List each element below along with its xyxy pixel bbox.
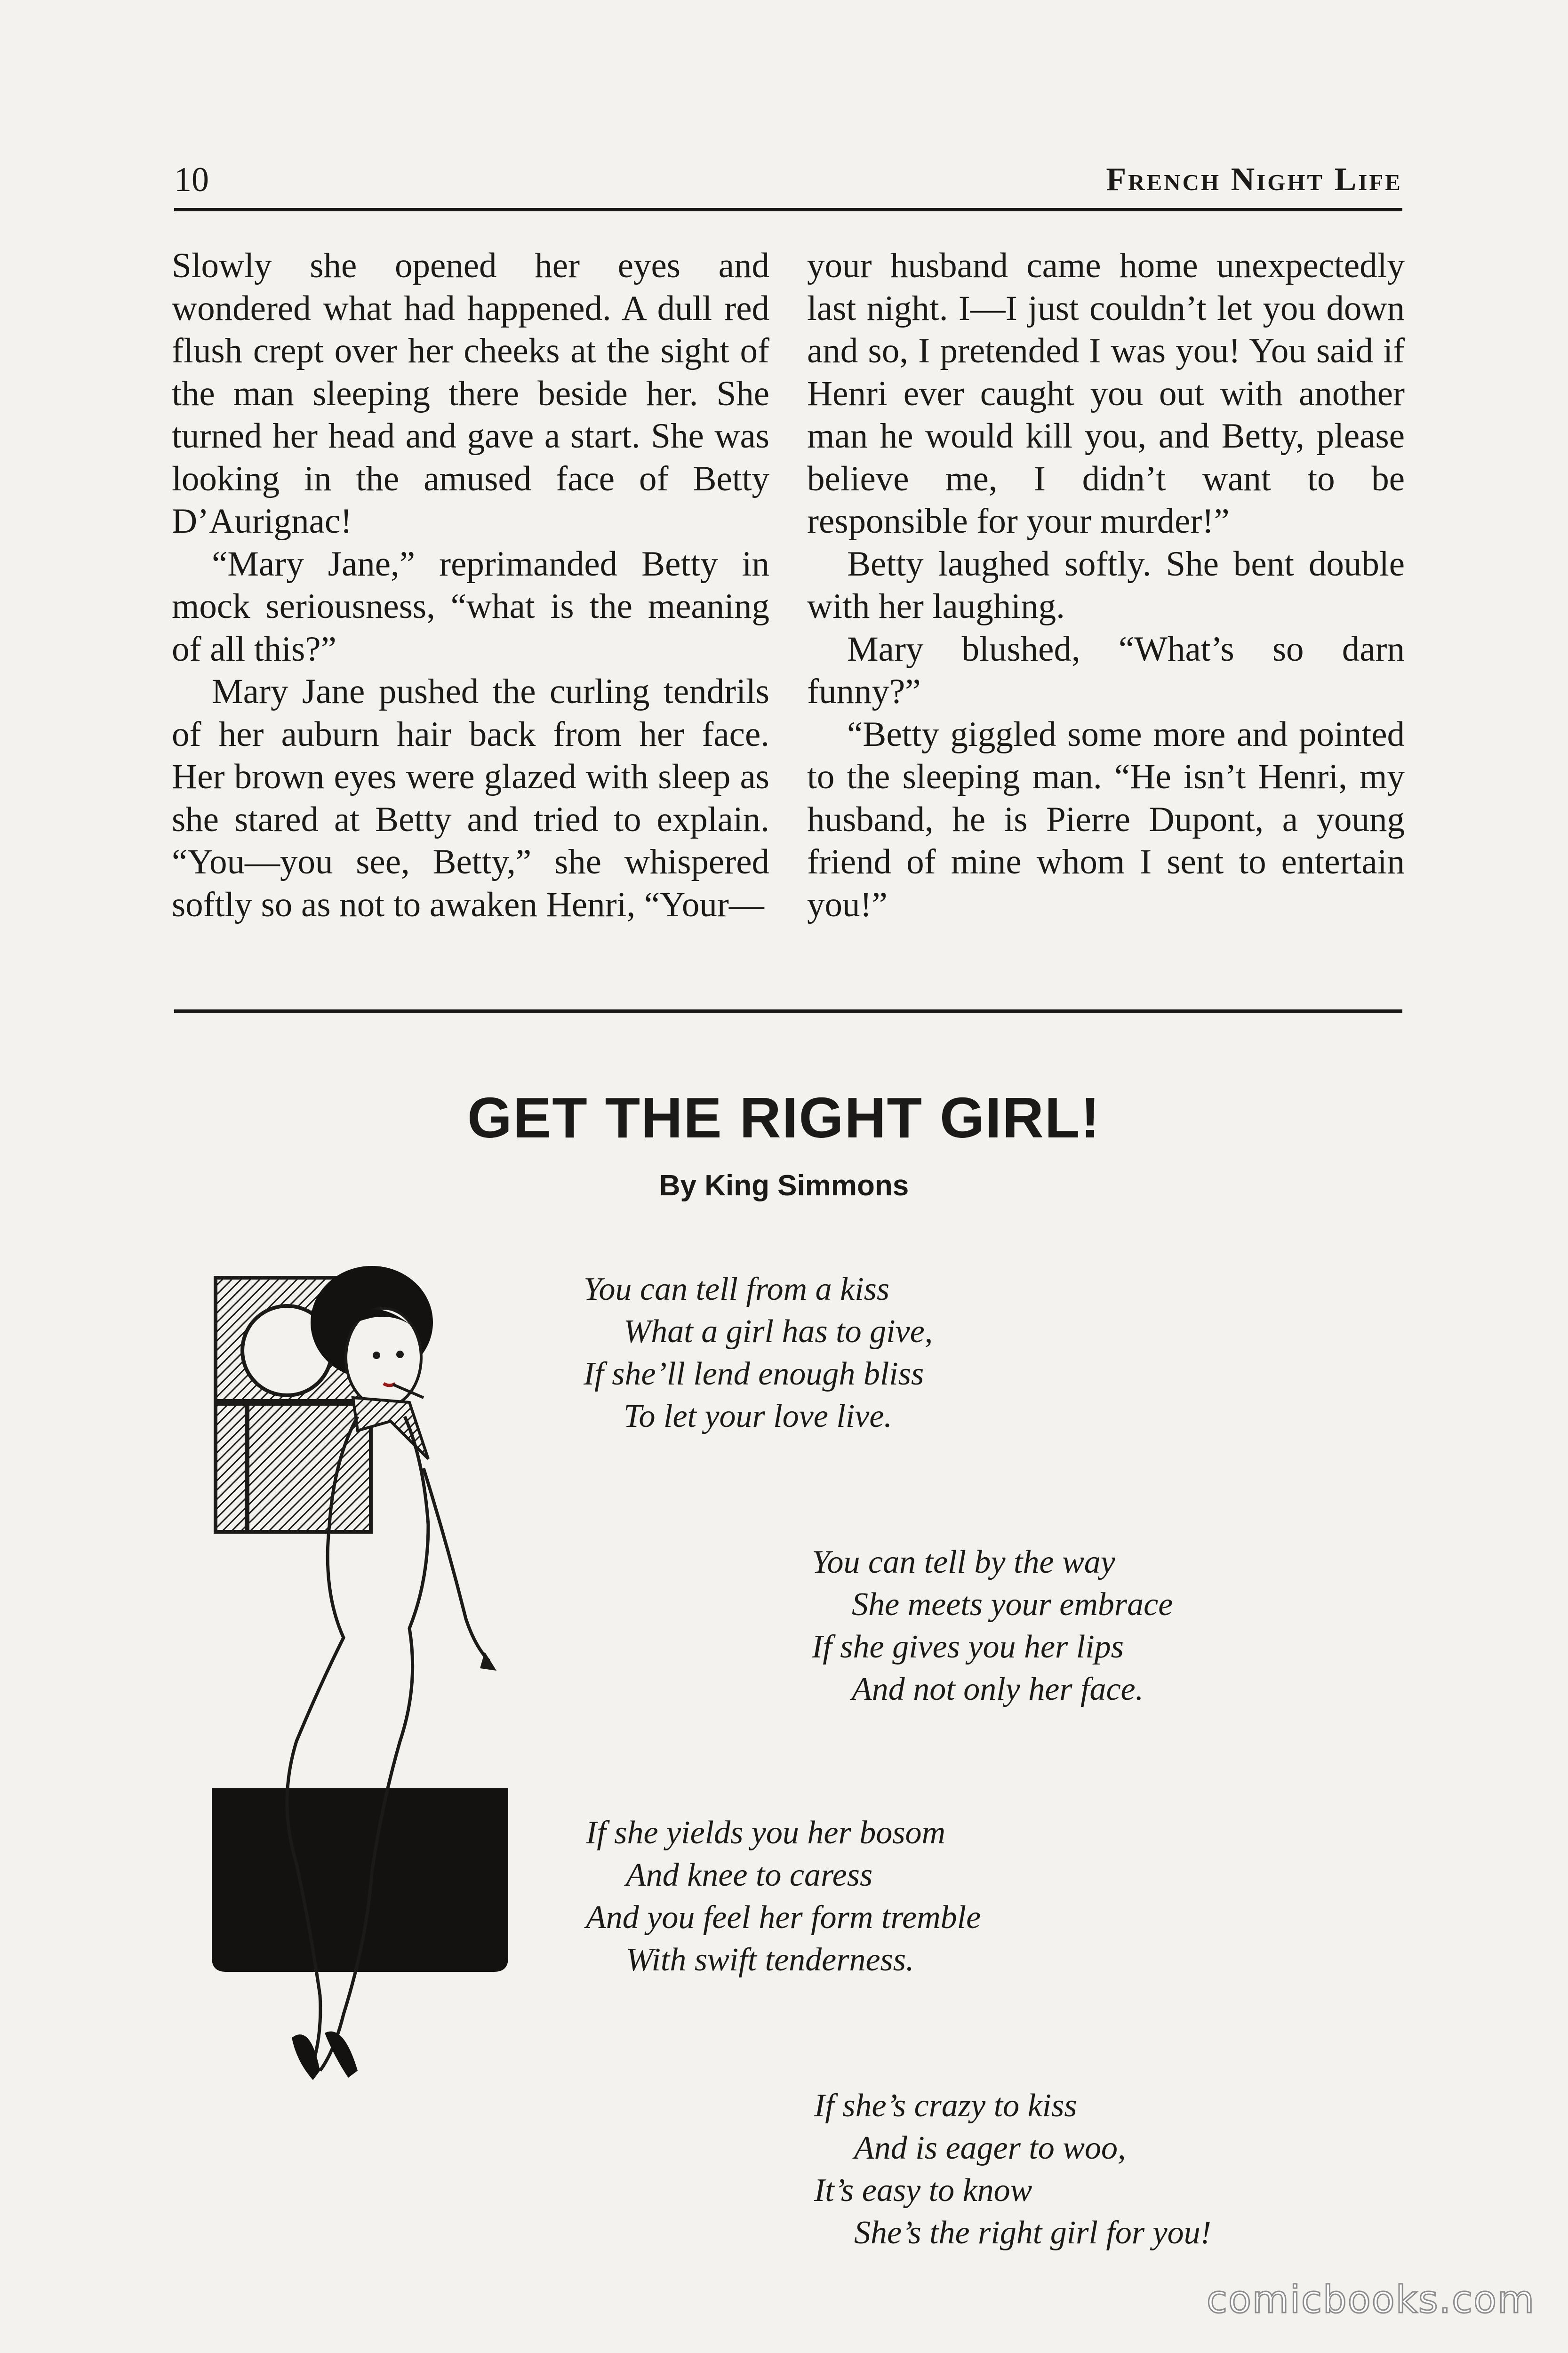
poem-line: With swift tenderness. bbox=[626, 1942, 914, 1978]
poem-byline: By King Simmons bbox=[659, 1169, 909, 1202]
story-paragraph: your husband came home unexpectedly last night. I—I just couldn’t let you down and so, I pretended I was you! You said if Henri ever caught you out with another man he would kill you, and Betty, please believe me, I didn’t want to be responsible for your murder!” bbox=[807, 246, 1405, 541]
poem-line: She’s the right girl for you! bbox=[854, 2215, 1211, 2251]
poem-line: It’s easy to know bbox=[814, 2172, 1032, 2209]
page-number: 10 bbox=[174, 160, 209, 199]
poem-line: If she’s crazy to kiss bbox=[814, 2088, 1077, 2124]
magazine-title: French Night Life bbox=[1106, 161, 1402, 198]
section-divider bbox=[174, 1009, 1402, 1013]
story-column-left bbox=[172, 245, 769, 926]
story-paragraph: Slowly she opened her eyes and wondered what had happened. A dull red flush crept over her cheeks at the sight of the man sleeping there beside her. She turned her head and gave a start. She was looking in the amused face of Betty D’Aurignac! bbox=[172, 246, 769, 541]
story-paragraph: “Mary Jane,” reprimanded Betty in mock seriousness, “what is the meaning of all this?” bbox=[172, 544, 769, 669]
poem-line: If she gives you her lips bbox=[812, 1629, 1124, 1665]
watermark: comicbooks.com bbox=[1206, 2278, 1535, 2321]
story-paragraph: Mary Jane pushed the curling tendrils of her auburn hair back from her face. Her brown eyes were glazed with sleep as she stared at Betty and tried to explain. “You—you see, Betty,” she whispered softly so as not to awaken Henri, “Your— bbox=[172, 672, 769, 924]
story-paragraph: Betty laughed softly. She bent double with her laughing. bbox=[807, 544, 1405, 626]
woman-illustration bbox=[202, 1261, 560, 2202]
poem-title: GET THE RIGHT GIRL! bbox=[467, 1086, 1101, 1150]
poem-line: She meets your embrace bbox=[852, 1586, 1173, 1623]
poem-line: You can tell by the way bbox=[812, 1544, 1115, 1580]
poem-stanza bbox=[584, 1268, 933, 1438]
poem-stanza bbox=[586, 1812, 981, 1981]
story-paragraph: “Betty giggled some more and pointed to the sleeping man. “He isn’t Henri, my husband, he is Pierre Dupont, a young friend of mine whom I sent to entertain you!” bbox=[807, 714, 1405, 924]
poem-line: To let your love live. bbox=[624, 1398, 892, 1434]
poem-line: If she yields you her bosom bbox=[586, 1815, 946, 1851]
story-column-right bbox=[807, 245, 1405, 926]
poem-stanza bbox=[814, 2085, 1211, 2254]
poem-line: If she’ll lend enough bliss bbox=[584, 1356, 924, 1392]
running-head bbox=[174, 152, 1402, 211]
poem-line: And not only her face. bbox=[852, 1671, 1144, 1707]
story-paragraph: Mary blushed, “What’s so darn funny?” bbox=[807, 629, 1405, 711]
story-continuation bbox=[172, 245, 1405, 979]
poem-line: And knee to caress bbox=[626, 1857, 873, 1893]
poem-line: And is eager to woo, bbox=[854, 2130, 1126, 2166]
poem-stanza bbox=[812, 1541, 1173, 1711]
poem-line: You can tell from a kiss bbox=[584, 1271, 890, 1307]
poem-line: What a girl has to give, bbox=[624, 1313, 933, 1350]
poem-line: And you feel her form tremble bbox=[586, 1899, 981, 1936]
